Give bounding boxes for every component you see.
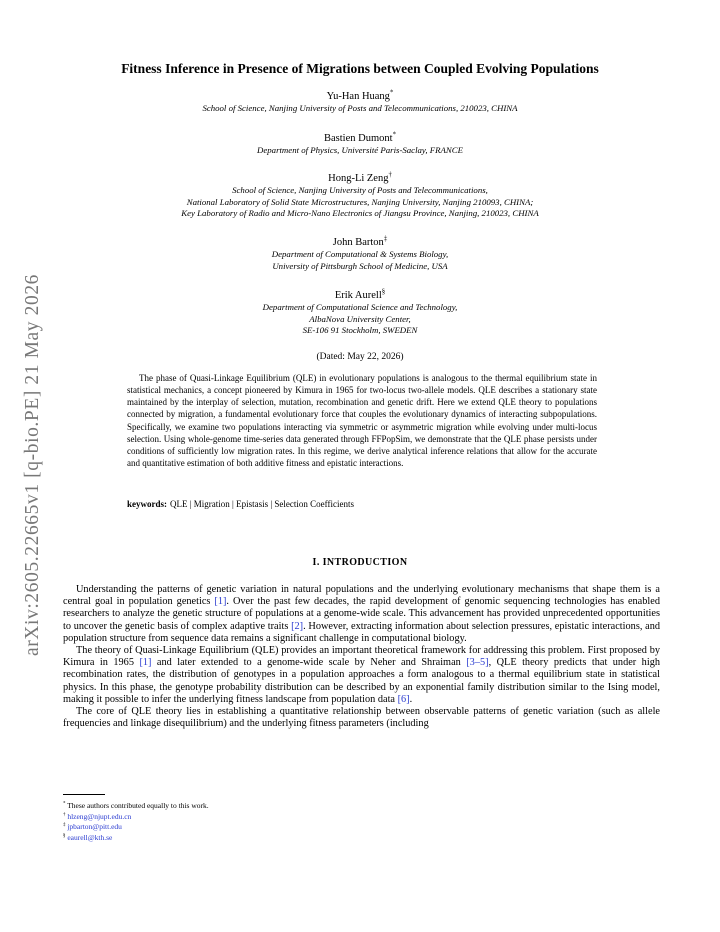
abstract	[127, 372, 597, 469]
paper-title: Fitness Inference in Presence of Migrations between Coupled Evolving Populations	[121, 61, 599, 76]
text-run: .	[409, 693, 413, 705]
author-block-5	[0, 289, 720, 337]
author-name: Yu-Han Huang	[326, 91, 390, 102]
text-run: The theory of Quasi-Linkage Equilibrium (QLE) provides an important theoretical framework for addressing this problem. First proposed by Kimura in 1965	[63, 645, 660, 669]
author-block-4	[0, 236, 720, 272]
abstract-text: The phase of Quasi-Linkage Equilibrium (QLE) in evolutionary populations is analogous to the thermal equilibrium state in statistical mechanics, a concept pioneered by Kimura in 1965 for two-locus two-allele models. QLE describes a stationary state maintained by the interplay of selection, mutation, recombination and genetic drift. Here we extend QLE theory to populations connected by migration, a fundamental evolutionary force that couples the evolutionary dynamics of interacting subpopulations. Specifically, we examine two populations interacting via symmetric or asymmetric migration while evolving under multi-locus selection. Using whole-genome time-series data generated through FFPopSim, we demonstrate that the QLE phase persists under conditions of sufficiently low migration rates. In this regime, we derive analytical inference relations that allow for the accurate and quantitative estimation of both additive fitness and epistatic interactions.	[127, 373, 597, 469]
footnote	[63, 822, 209, 833]
footnote-mark: §	[63, 833, 66, 839]
citation-link[interactable]: [3–5]	[466, 657, 489, 669]
email-link[interactable]: eaurell@kth.se	[67, 832, 113, 842]
keywords-line	[127, 499, 354, 509]
author-name: Bastien Dumont	[324, 133, 393, 144]
author-affiliation: Key Laboratory of Radio and Micro-Nano Electronics of Jiangsu Province, Nanjing, 210023, CHINA	[181, 208, 539, 218]
footnote-mark: ‡	[63, 822, 66, 828]
footnote	[63, 812, 209, 823]
section-heading: I. INTRODUCTION	[312, 557, 408, 568]
author-mark: †	[388, 171, 392, 179]
email-link[interactable]: jpbarton@pitt.edu	[67, 822, 122, 832]
footnotes	[63, 801, 209, 843]
author-name: Erik Aurell	[334, 290, 382, 301]
author-affiliation: Department of Physics, Université Paris-Saclay, FRANCE	[257, 145, 463, 155]
author-affiliation: Department of Computational & Systems Biology,	[271, 249, 449, 259]
author-affiliation: SE-106 91 Stockholm, SWEDEN	[302, 325, 418, 335]
text-run: Understanding the patterns of genetic variation in natural populations and the underlying evolutionary mechanisms that shape them is a central goal in population genetics	[63, 584, 660, 608]
citation-link[interactable]: [2]	[291, 620, 304, 632]
arxiv-identifier-text: arXiv:2605.22665v1 [q-bio.PE] 21 May 2026	[22, 273, 43, 657]
author-affiliation: AlbaNova University Center,	[309, 313, 411, 324]
citation-link[interactable]: [1]	[139, 657, 152, 669]
author-affiliation: School of Science, Nanjing University of Posts and Telecommunications, 210023, CHINA	[202, 103, 518, 113]
text-run: and later extended to a genome-wide scale by Neher and Shraiman	[151, 657, 467, 669]
author-block-3	[0, 172, 720, 220]
keywords-label: keywords:	[127, 499, 167, 509]
author-mark: §	[381, 288, 386, 296]
author-name: John Barton	[332, 237, 384, 248]
paragraph	[63, 645, 660, 706]
author-mark: ‡	[383, 235, 388, 243]
footnote	[63, 833, 209, 844]
email-link[interactable]: hlzeng@njupt.edu.cn	[67, 811, 132, 821]
text-run: , QLE theory predicts that under high recombination rates, the distribution of genotypes in a population approaches a form analogous to a thermal equilibrium state in statistical physics. In this phase, the genotype probability distribution can be described by an exponential family distribution similar to the Ising model, making it possible to infer the underlying fitness landscape from population data	[63, 657, 660, 705]
paragraph	[63, 706, 660, 730]
citation-link[interactable]: [6]	[397, 693, 410, 705]
body-text	[63, 584, 660, 730]
author-mark: *	[392, 131, 396, 139]
keywords-text: QLE | Migration | Epistasis | Selection Coefficients	[170, 499, 354, 509]
author-name: Hong-Li Zeng	[328, 173, 389, 184]
paragraph	[63, 584, 660, 645]
author-mark: *	[389, 89, 394, 97]
footnote-divider	[63, 794, 105, 795]
author-affiliation: School of Science, Nanjing University of Posts and Telecommunications,	[232, 185, 488, 195]
author-block-1	[0, 90, 720, 115]
author-affiliation: Department of Computational Science and Technology,	[262, 302, 458, 312]
text-run: . Over the past few decades, the rapid development of genomic sequencing technologies has enabled researchers to analyze the genetic structure of populations at a genome-wide scale. This advancement has provided unprecedented opportunities to uncover the genetic basis of complex adaptive traits	[63, 596, 660, 632]
author-block-2	[0, 132, 720, 157]
text-run: . However, extracting information about selection pressures, epistatic interactions, and population structure from sequence data remains a significant challenge in computational biology.	[63, 620, 660, 644]
text-run: The core of QLE theory lies in establishing a quantitative relationship between observable patterns of genetic variation (such as allele frequencies and linkage disequilibrium) and the underlying fitness parameters (including	[63, 706, 660, 730]
author-affiliation: National Laboratory of Solid State Microstructures, Nanjing University, Nanjing 210093, CHINA;	[186, 196, 534, 207]
footnote-mark: †	[63, 812, 66, 818]
citation-link[interactable]: [1]	[214, 596, 227, 608]
author-affiliation: University of Pittsburgh School of Medicine, USA	[272, 260, 448, 271]
footnote-text: These authors contributed equally to this work.	[67, 801, 209, 810]
dated-line: (Dated: May 22, 2026)	[316, 352, 404, 362]
footnote	[63, 801, 209, 812]
footnote-mark: *	[63, 801, 66, 807]
